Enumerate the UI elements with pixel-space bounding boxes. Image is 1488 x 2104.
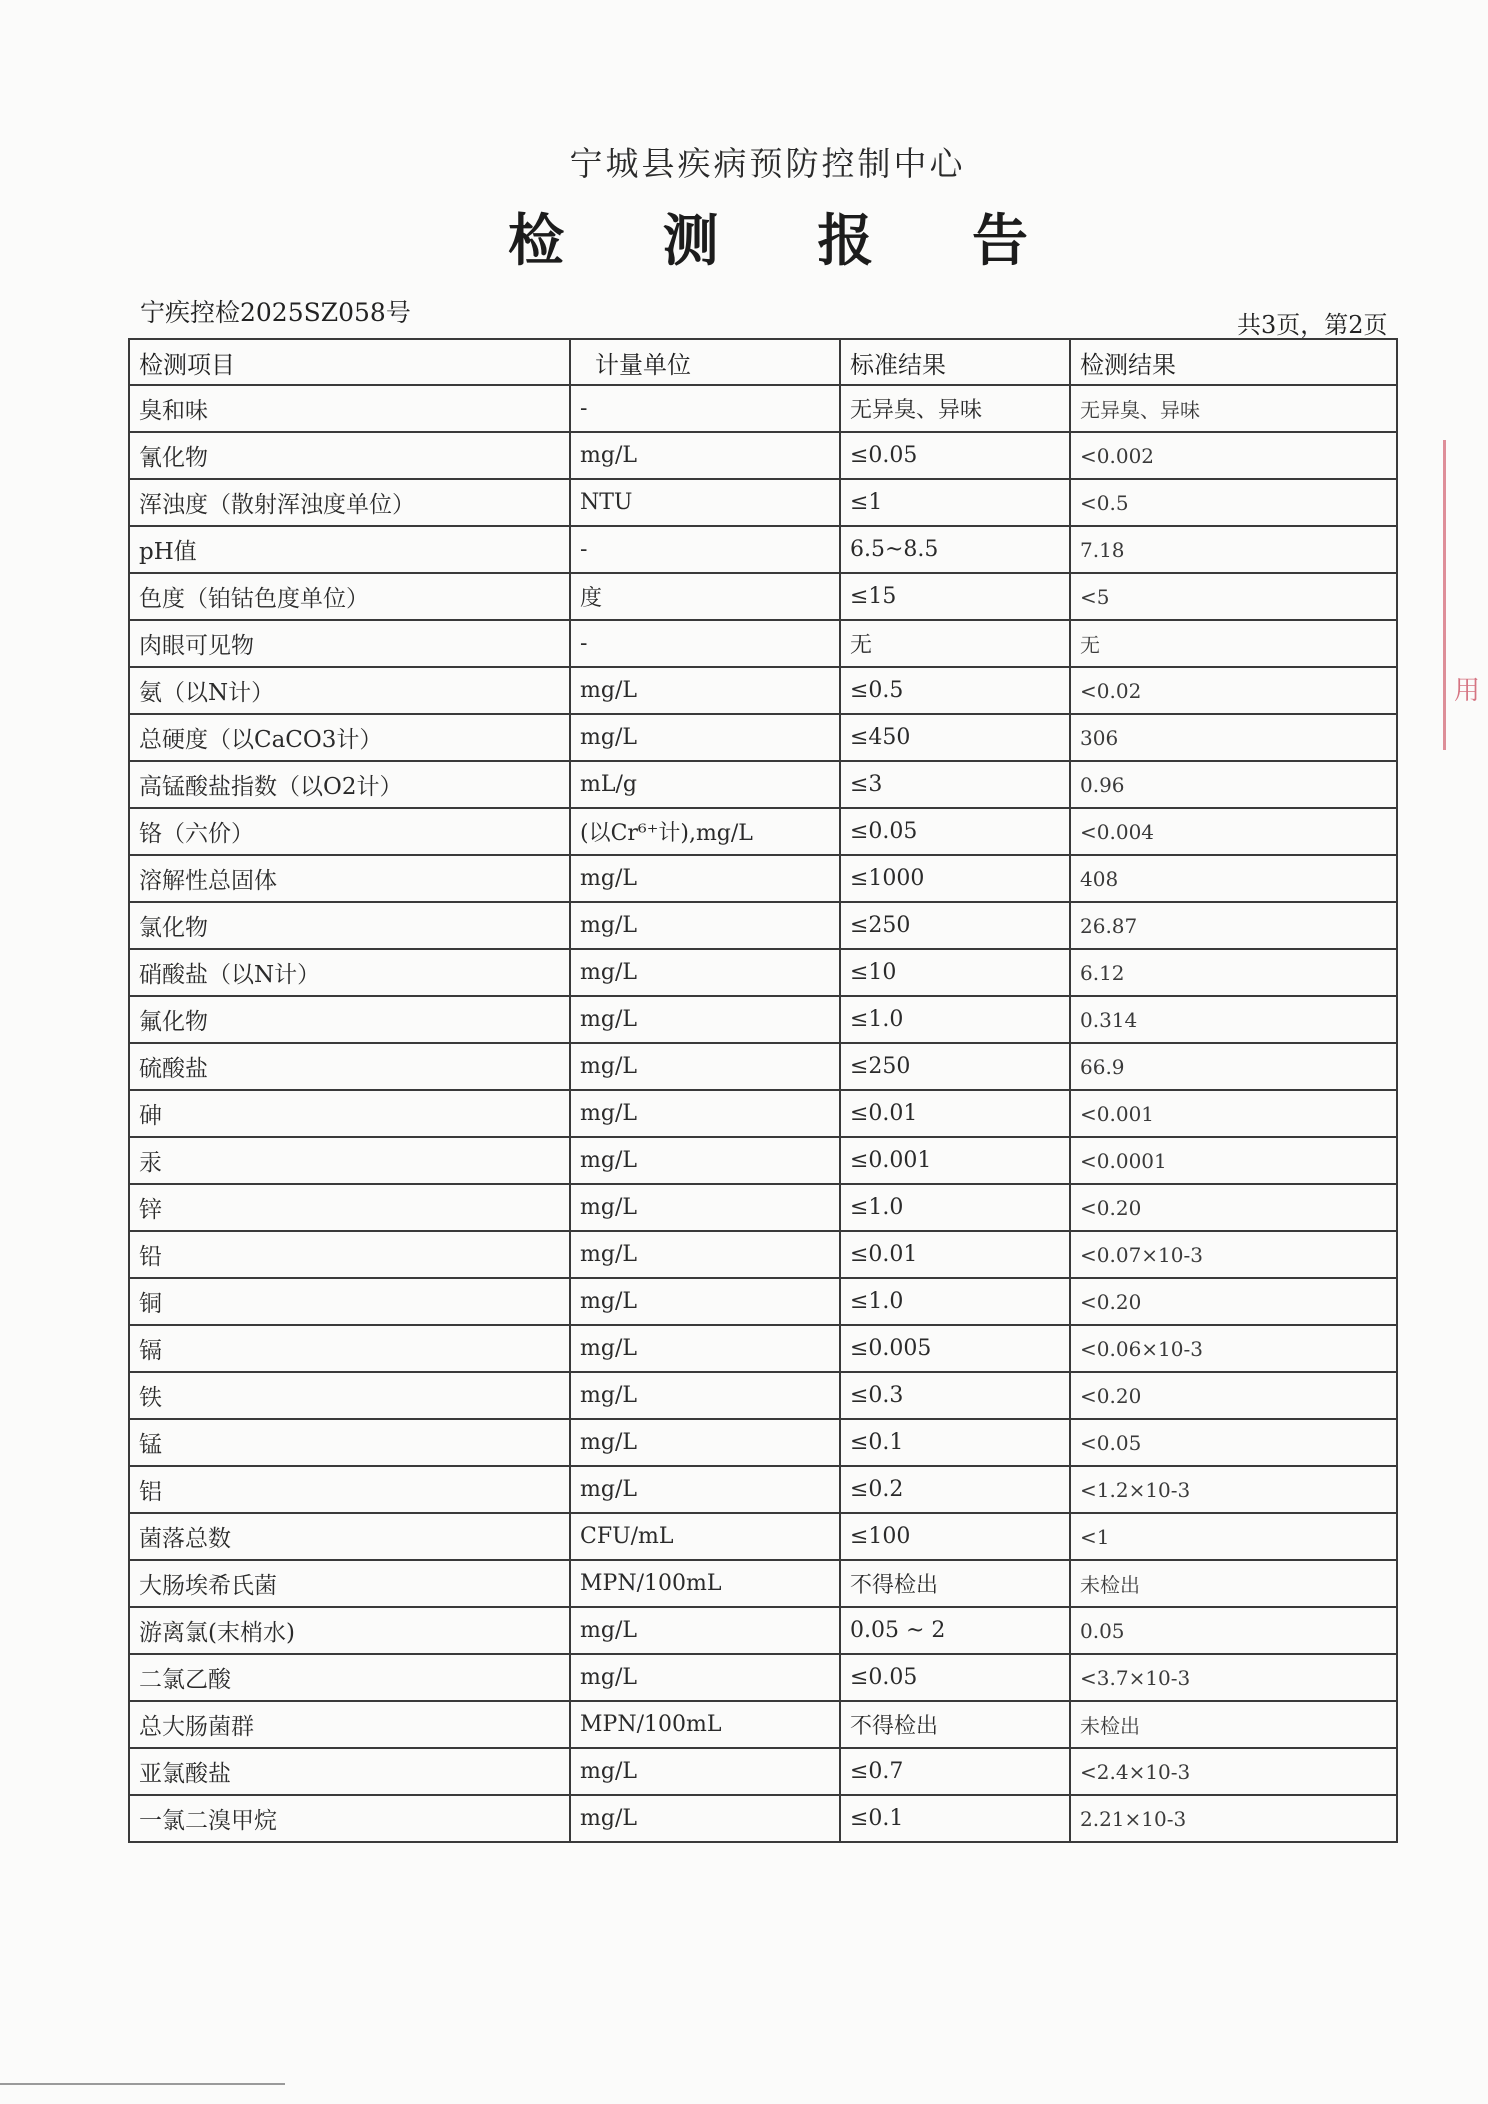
cell-item: 砷 — [129, 1090, 570, 1137]
cell-standard: ≤0.001 — [840, 1137, 1070, 1184]
cell-result: 306 — [1070, 714, 1397, 761]
table-row — [129, 761, 1397, 808]
cell-item: 铁 — [129, 1372, 570, 1419]
table-row — [129, 1795, 1397, 1842]
table-row — [129, 1419, 1397, 1466]
cell-standard: 0.05 ~ 2 — [840, 1607, 1070, 1654]
cell-result: <0.05 — [1070, 1419, 1397, 1466]
table-row — [129, 1090, 1397, 1137]
table-row — [129, 1701, 1397, 1748]
cell-standard: ≤0.1 — [840, 1419, 1070, 1466]
cell-unit: mg/L — [570, 855, 840, 902]
cell-unit: mg/L — [570, 996, 840, 1043]
table-row — [129, 1654, 1397, 1701]
cell-item: 硝酸盐（以N计） — [129, 949, 570, 996]
cell-result: <0.20 — [1070, 1184, 1397, 1231]
cell-result: <0.001 — [1070, 1090, 1397, 1137]
cell-item: 铜 — [129, 1278, 570, 1325]
cell-standard: 不得检出 — [840, 1560, 1070, 1607]
cell-standard: ≤1.0 — [840, 1278, 1070, 1325]
report-title-char: 测 — [662, 209, 719, 274]
table-row — [129, 526, 1397, 573]
cell-item: 菌落总数 — [129, 1513, 570, 1560]
table-row — [129, 1748, 1397, 1795]
cell-standard: 不得检出 — [840, 1701, 1070, 1748]
cell-standard: ≤250 — [840, 1043, 1070, 1090]
table-row — [129, 996, 1397, 1043]
cell-unit: mL/g — [570, 761, 840, 808]
cell-item: 氨（以N计） — [129, 667, 570, 714]
table-row — [129, 714, 1397, 761]
table-row — [129, 479, 1397, 526]
page-indicator: 共3页，第2页 — [1237, 311, 1388, 339]
cell-item: 游离氯(末梢水) — [129, 1607, 570, 1654]
cell-item: 色度（铂钴色度单位） — [129, 573, 570, 620]
cell-result: 无异臭、异味 — [1070, 385, 1397, 432]
organization-name: 宁城县疾病预防控制中心 — [569, 144, 966, 183]
cell-item: 硫酸盐 — [129, 1043, 570, 1090]
cell-item: pH值 — [129, 526, 570, 573]
cell-item: 肉眼可见物 — [129, 620, 570, 667]
cell-result: <0.07×10-3 — [1070, 1231, 1397, 1278]
scan-edge-line — [0, 2083, 285, 2085]
cell-standard: ≤0.05 — [840, 432, 1070, 479]
cell-standard: 6.5~8.5 — [840, 526, 1070, 573]
table-row — [129, 902, 1397, 949]
cell-item: 臭和味 — [129, 385, 570, 432]
cell-standard: ≤0.05 — [840, 808, 1070, 855]
cell-result: 408 — [1070, 855, 1397, 902]
red-seal-stamp — [1443, 440, 1486, 750]
table-row — [129, 855, 1397, 902]
table-row — [129, 1325, 1397, 1372]
cell-standard: ≤450 — [840, 714, 1070, 761]
cell-result: 2.21×10-3 — [1070, 1795, 1397, 1842]
cell-result: <0.5 — [1070, 479, 1397, 526]
cell-standard: ≤0.01 — [840, 1231, 1070, 1278]
cell-unit: mg/L — [570, 902, 840, 949]
cell-result: 0.05 — [1070, 1607, 1397, 1654]
table-row — [129, 573, 1397, 620]
cell-unit: mg/L — [570, 1372, 840, 1419]
cell-unit: mg/L — [570, 1184, 840, 1231]
cell-result: 66.9 — [1070, 1043, 1397, 1090]
cell-standard: ≤0.005 — [840, 1325, 1070, 1372]
cell-standard: ≤1.0 — [840, 1184, 1070, 1231]
cell-standard: ≤10 — [840, 949, 1070, 996]
cell-result: <0.02 — [1070, 667, 1397, 714]
cell-standard: ≤1 — [840, 479, 1070, 526]
cell-unit: mg/L — [570, 714, 840, 761]
cell-unit: - — [570, 385, 840, 432]
cell-item: 氰化物 — [129, 432, 570, 479]
cell-standard: ≤0.05 — [840, 1654, 1070, 1701]
cell-standard: ≤0.2 — [840, 1466, 1070, 1513]
cell-result: 0.96 — [1070, 761, 1397, 808]
column-header-result: 检测结果 — [1070, 339, 1397, 385]
table-row — [129, 1372, 1397, 1419]
table-row — [129, 1184, 1397, 1231]
cell-result: 0.314 — [1070, 996, 1397, 1043]
report-title-char: 报 — [817, 209, 874, 274]
cell-result: <1 — [1070, 1513, 1397, 1560]
cell-unit: mg/L — [570, 1043, 840, 1090]
table-row — [129, 1513, 1397, 1560]
cell-item: 氟化物 — [129, 996, 570, 1043]
cell-standard: ≤250 — [840, 902, 1070, 949]
cell-unit: mg/L — [570, 1278, 840, 1325]
cell-unit: mg/L — [570, 1325, 840, 1372]
cell-item: 铝 — [129, 1466, 570, 1513]
table-row — [129, 1231, 1397, 1278]
cell-item: 二氯乙酸 — [129, 1654, 570, 1701]
cell-result: <0.06×10-3 — [1070, 1325, 1397, 1372]
cell-unit: mg/L — [570, 1654, 840, 1701]
cell-unit: mg/L — [570, 1090, 840, 1137]
cell-item: 溶解性总固体 — [129, 855, 570, 902]
cell-standard: 无 — [840, 620, 1070, 667]
cell-unit: CFU/mL — [570, 1513, 840, 1560]
table-header-row — [129, 339, 1397, 385]
cell-result: <0.0001 — [1070, 1137, 1397, 1184]
cell-unit: mg/L — [570, 1607, 840, 1654]
cell-unit: mg/L — [570, 1795, 840, 1842]
table-row — [129, 1607, 1397, 1654]
cell-standard: ≤0.01 — [840, 1090, 1070, 1137]
report-title-char: 告 — [971, 209, 1028, 274]
cell-standard: ≤0.5 — [840, 667, 1070, 714]
cell-unit: MPN/100mL — [570, 1560, 840, 1607]
cell-unit: (以Cr⁶⁺计),mg/L — [570, 808, 840, 855]
table-row — [129, 1137, 1397, 1184]
cell-standard: ≤0.3 — [840, 1372, 1070, 1419]
cell-item: 总硬度（以CaCO3计） — [129, 714, 570, 761]
cell-item: 大肠埃希氏菌 — [129, 1560, 570, 1607]
cell-unit: mg/L — [570, 1231, 840, 1278]
report-title-char: 检 — [508, 209, 564, 274]
table-row — [129, 1278, 1397, 1325]
cell-result: 无 — [1070, 620, 1397, 667]
cell-result: <2.4×10-3 — [1070, 1748, 1397, 1795]
cell-standard: 无异臭、异味 — [840, 385, 1070, 432]
table-row — [129, 1560, 1397, 1607]
cell-unit: 度 — [570, 573, 840, 620]
cell-result: <0.002 — [1070, 432, 1397, 479]
cell-unit: MPN/100mL — [570, 1701, 840, 1748]
table-row — [129, 385, 1397, 432]
column-header-item: 检测项目 — [129, 339, 570, 385]
cell-item: 亚氯酸盐 — [129, 1748, 570, 1795]
table-row — [129, 620, 1397, 667]
cell-item: 一氯二溴甲烷 — [129, 1795, 570, 1842]
report-number: 宁疾控检2025SZ058号 — [140, 298, 411, 327]
column-header-unit: 计量单位 — [570, 339, 840, 385]
cell-item: 氯化物 — [129, 902, 570, 949]
test-results-table — [128, 338, 1398, 1843]
cell-item: 铬（六价） — [129, 808, 570, 855]
cell-result: <5 — [1070, 573, 1397, 620]
cell-result: <1.2×10-3 — [1070, 1466, 1397, 1513]
cell-standard: ≤1000 — [840, 855, 1070, 902]
report-title — [508, 197, 1028, 277]
cell-standard: ≤15 — [840, 573, 1070, 620]
cell-item: 锌 — [129, 1184, 570, 1231]
cell-item: 总大肠菌群 — [129, 1701, 570, 1748]
cell-result: 7.18 — [1070, 526, 1397, 573]
cell-unit: mg/L — [570, 1419, 840, 1466]
cell-unit: mg/L — [570, 1466, 840, 1513]
cell-unit: mg/L — [570, 1748, 840, 1795]
table-row — [129, 1466, 1397, 1513]
cell-result: <0.20 — [1070, 1278, 1397, 1325]
cell-standard: ≤0.7 — [840, 1748, 1070, 1795]
cell-unit: mg/L — [570, 949, 840, 996]
table-row — [129, 432, 1397, 479]
cell-unit: - — [570, 620, 840, 667]
cell-unit: mg/L — [570, 667, 840, 714]
cell-standard: ≤0.1 — [840, 1795, 1070, 1842]
table-row — [129, 1043, 1397, 1090]
cell-unit: - — [570, 526, 840, 573]
cell-unit: NTU — [570, 479, 840, 526]
cell-result: 6.12 — [1070, 949, 1397, 996]
cell-result: 26.87 — [1070, 902, 1397, 949]
cell-result: 未检出 — [1070, 1560, 1397, 1607]
cell-result: 未检出 — [1070, 1701, 1397, 1748]
cell-item: 高锰酸盐指数（以O2计） — [129, 761, 570, 808]
cell-standard: ≤100 — [840, 1513, 1070, 1560]
cell-unit: mg/L — [570, 1137, 840, 1184]
cell-result: <0.20 — [1070, 1372, 1397, 1419]
seal-text: 用 — [1454, 676, 1481, 706]
cell-item: 锰 — [129, 1419, 570, 1466]
table-row — [129, 667, 1397, 714]
cell-item: 镉 — [129, 1325, 570, 1372]
cell-standard: ≤3 — [840, 761, 1070, 808]
cell-result: <3.7×10-3 — [1070, 1654, 1397, 1701]
table-row — [129, 949, 1397, 996]
cell-item: 铅 — [129, 1231, 570, 1278]
table-row — [129, 808, 1397, 855]
cell-item: 浑浊度（散射浑浊度单位） — [129, 479, 570, 526]
cell-result: <0.004 — [1070, 808, 1397, 855]
cell-item: 汞 — [129, 1137, 570, 1184]
cell-standard: ≤1.0 — [840, 996, 1070, 1043]
cell-unit: mg/L — [570, 432, 840, 479]
column-header-standard: 标准结果 — [840, 339, 1070, 385]
